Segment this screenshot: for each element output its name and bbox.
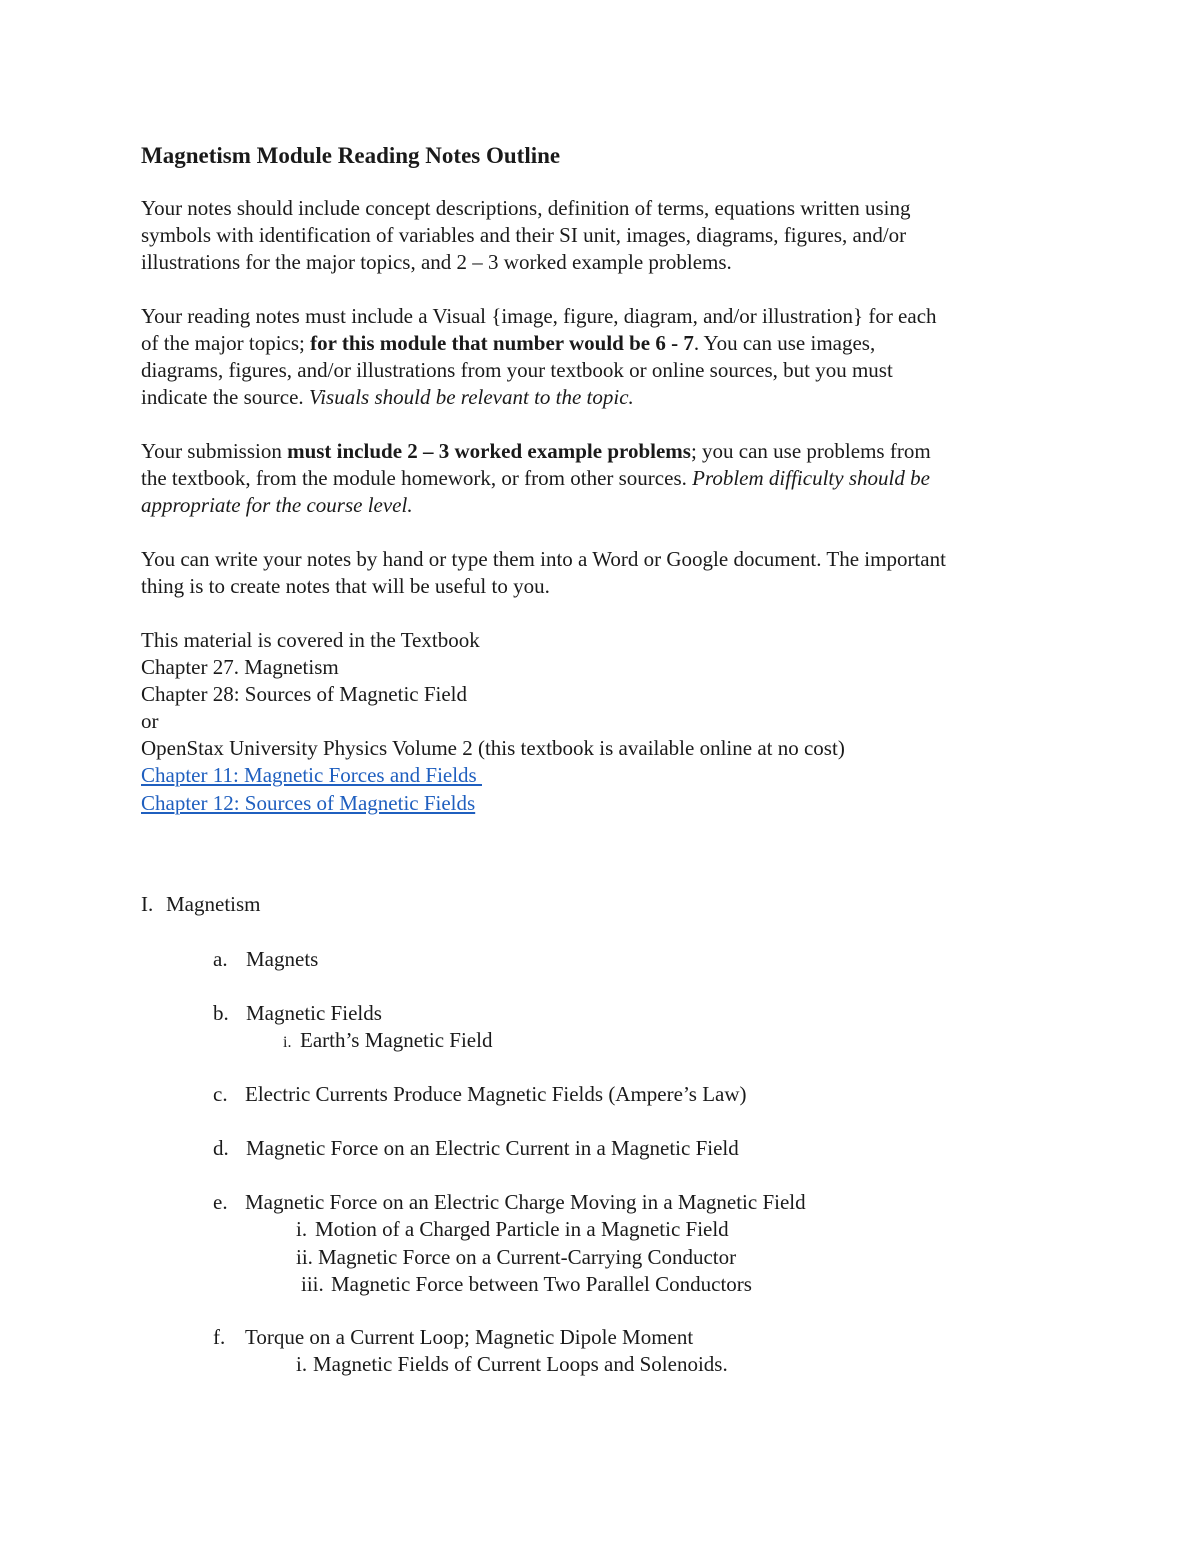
outline-item-d-label: Magnetic Force on an Electric Current in a Magnetic Field [246,1136,739,1160]
openstax-chapter-11-link-line [141,762,482,789]
para3-line2 [141,465,930,492]
outline-section-label: Magnetism [166,892,261,916]
outline-item-c [213,1081,747,1108]
openstax-chapter-12-link[interactable]: Chapter 12: Sources of Magnetic Fields [141,791,476,815]
outline-item-a-marker: a. [213,947,228,971]
document-title: Magnetism Module Reading Notes Outline [141,143,561,168]
outline-item-c-label: Electric Currents Produce Magnetic Fields (Ampere’s Law) [245,1082,747,1106]
para2-bold-count: for this module that number would be 6 - 7 [310,331,694,355]
outline-section-1 [141,891,261,918]
outline-item-b-i-label: Earth’s Magnetic Field [300,1028,493,1052]
outline-item-e-iii [301,1271,752,1298]
para2-line3: diagrams, figures, and/or illustrations from your textbook or online sources, but you must [141,358,893,382]
outline-item-e-iii-label: Magnetic Force between Two Parallel Conductors [331,1272,752,1296]
para3-italic-note: Problem difficulty should be [692,466,930,490]
para2-line2-text: of the major topics; [141,331,311,355]
outline-item-d [213,1135,739,1162]
para2-italic-note: Visuals should be relevant to the topic. [308,385,634,409]
outline-item-e [213,1189,806,1216]
para1-line3: illustrations for the major topics, and 2 – 3 worked example problems. [141,250,732,274]
outline-item-b-i-marker: i. [283,1034,292,1051]
outline-item-a-label: Magnets [246,947,319,971]
outline-item-b-marker: b. [213,1001,229,1025]
outline-item-e-ii [296,1244,736,1271]
outline-item-e-ii-marker: ii. [296,1245,313,1269]
outline-item-a [213,946,318,973]
para3-line1-text: Your submission [141,439,288,463]
outline-item-e-i-label: Motion of a Charged Particle in a Magnetic Field [315,1217,729,1241]
outline-item-e-label: Magnetic Force on an Electric Charge Moving in a Magnetic Field [245,1190,806,1214]
outline-item-b-label: Magnetic Fields [246,1001,382,1025]
outline-item-f-i-label: Magnetic Fields of Current Loops and Solenoids. [313,1352,728,1376]
outline-item-f-marker: f. [213,1325,226,1349]
outline-item-b-i [283,1027,492,1056]
outline-item-f-i-marker: i. [296,1352,308,1376]
textbook-chapter-28: Chapter 28: Sources of Magnetic Field [141,682,468,706]
outline-item-f [213,1324,693,1351]
para2-line2 [141,330,875,357]
outline-item-e-i-marker: i. [296,1217,308,1241]
outline-item-d-marker: d. [213,1136,229,1160]
outline-item-e-marker: e. [213,1190,228,1214]
para3-italic-note-cont: appropriate for the course level. [141,493,413,517]
para2-line1: Your reading notes must include a Visual {image, figure, diagram, and/or illustration} for each [141,304,937,328]
para3-line1 [141,438,931,465]
para1-line2: symbols with identification of variables and their SI unit, images, diagrams, figures, and/or [141,223,907,247]
outline-item-e-i [296,1216,729,1243]
para2-line2-tail: . You can use images, [693,331,876,355]
openstax-chapter-12-link-line [141,790,475,817]
para2-line4-text: indicate the source. [141,385,309,409]
textbook-intro: This material is covered in the Textbook [141,628,480,652]
outline-item-b [213,1000,382,1027]
textbook-chapter-27: Chapter 27. Magnetism [141,655,339,679]
outline-item-e-ii-label: Magnetic Force on a Current-Carrying Conductor [318,1245,737,1269]
outline-item-e-iii-marker: iii. [301,1272,324,1296]
para3-line1-tail: ; you can use problems from [690,439,931,463]
para3-line3 [141,492,413,519]
para4-line1: You can write your notes by hand or type them into a Word or Google document. The important [141,547,946,571]
para3-line2-text: the textbook, from the module homework, or from other sources. [141,466,693,490]
para1-line1: Your notes should include concept descriptions, definition of terms, equations written using [141,196,911,220]
para4-line2: thing is to create notes that will be useful to you. [141,574,550,598]
outline-item-f-i [296,1351,728,1378]
outline-item-f-label: Torque on a Current Loop; Magnetic Dipole Moment [245,1325,694,1349]
outline-section-marker: I. [141,892,154,916]
textbook-or: or [141,709,159,733]
openstax-chapter-11-link[interactable]: Chapter 11: Magnetic Forces and Fields [141,763,482,787]
para3-bold-requirement: must include 2 – 3 worked example problems [287,439,691,463]
para2-line4 [141,384,634,411]
outline-item-c-marker: c. [213,1082,228,1106]
openstax-reference: OpenStax University Physics Volume 2 (this textbook is available online at no cost) [141,736,845,760]
